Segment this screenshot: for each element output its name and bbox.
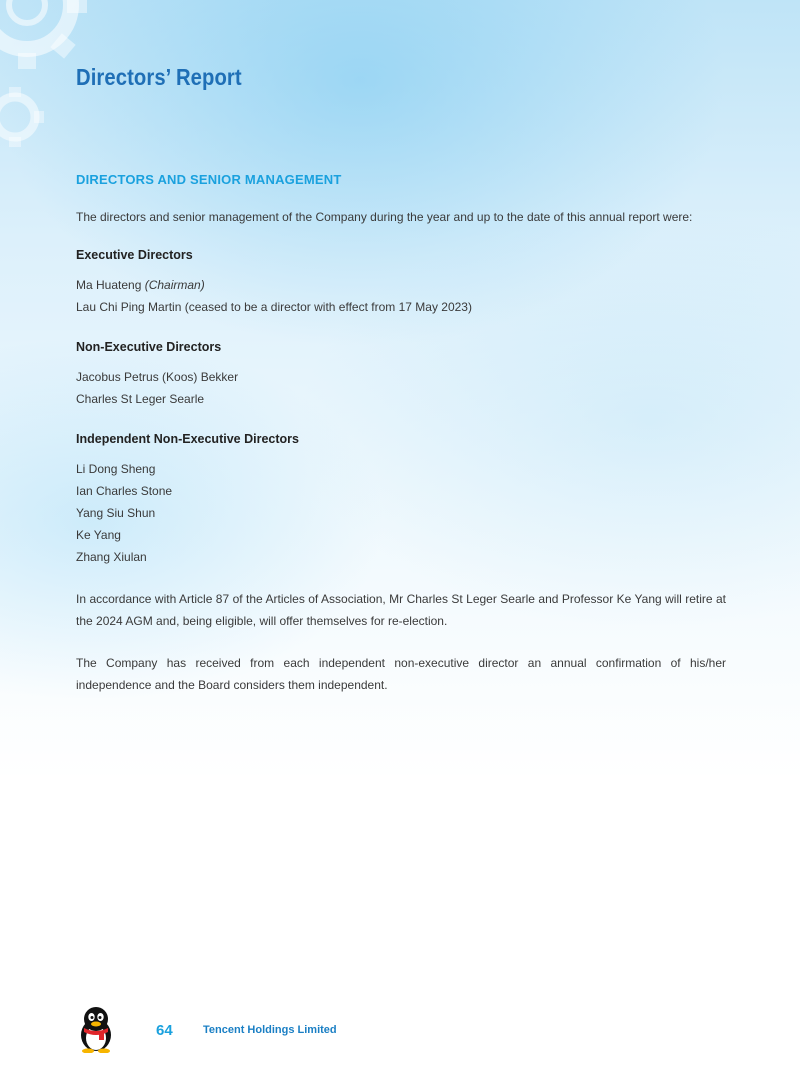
- page-title: Directors’ Report: [76, 64, 242, 90]
- list-item: [76, 546, 726, 568]
- independent-directors-list: [76, 458, 726, 568]
- director-name: Charles St Leger Searle: [76, 392, 205, 406]
- list-item: [76, 524, 726, 546]
- director-name: Ma Huateng: [76, 278, 142, 292]
- group-title-independent: Independent Non-Executive Directors: [76, 432, 299, 446]
- list-item: [76, 502, 726, 524]
- director-name: Zhang Xiulan: [76, 550, 147, 564]
- group-title-executive: Executive Directors: [76, 248, 193, 262]
- list-item: [76, 274, 726, 296]
- group-title-non-executive: Non-Executive Directors: [76, 340, 222, 354]
- list-item: [76, 296, 726, 318]
- director-name: Li Dong Sheng: [76, 462, 156, 476]
- list-item: [76, 366, 726, 388]
- executive-directors-list: [76, 274, 726, 318]
- independence-paragraph: The Company has received from each independent non-executive director an annual confirmation of his/her independence and the Board considers them independent.: [76, 656, 726, 692]
- company-name: Tencent Holdings Limited: [203, 1024, 337, 1036]
- page-number: 64: [156, 1022, 173, 1039]
- non-executive-directors-list: [76, 366, 726, 410]
- director-role: (Chairman): [144, 278, 205, 292]
- director-name: Jacobus Petrus (Koos) Bekker: [76, 370, 239, 384]
- independent-directors-group: [76, 430, 726, 568]
- executive-directors-group: [76, 246, 726, 318]
- list-item: [76, 458, 726, 480]
- penguin-icon: [76, 1005, 116, 1053]
- list-item: [76, 480, 726, 502]
- director-name: Ian Charles Stone: [76, 484, 173, 498]
- non-executive-directors-group: [76, 338, 726, 410]
- director-name: Yang Siu Shun: [76, 506, 156, 520]
- director-name: Lau Chi Ping Martin (ceased to be a director with effect from 17 May 2023): [76, 300, 472, 314]
- intro-paragraph: The directors and senior management of the Company during the year and up to the date of this annual report were:: [76, 210, 693, 224]
- director-name: Ke Yang: [76, 528, 121, 542]
- list-item: [76, 388, 726, 410]
- retirement-paragraph: In accordance with Article 87 of the Articles of Association, Mr Charles St Leger Searle and Professor Ke Yang will retire at the 2024 AGM and, being eligible, will offer themselves for re-election.: [76, 592, 726, 628]
- report-section: [76, 171, 726, 696]
- section-heading: DIRECTORS AND SENIOR MANAGEMENT: [76, 172, 342, 187]
- page-footer: [0, 1000, 800, 1060]
